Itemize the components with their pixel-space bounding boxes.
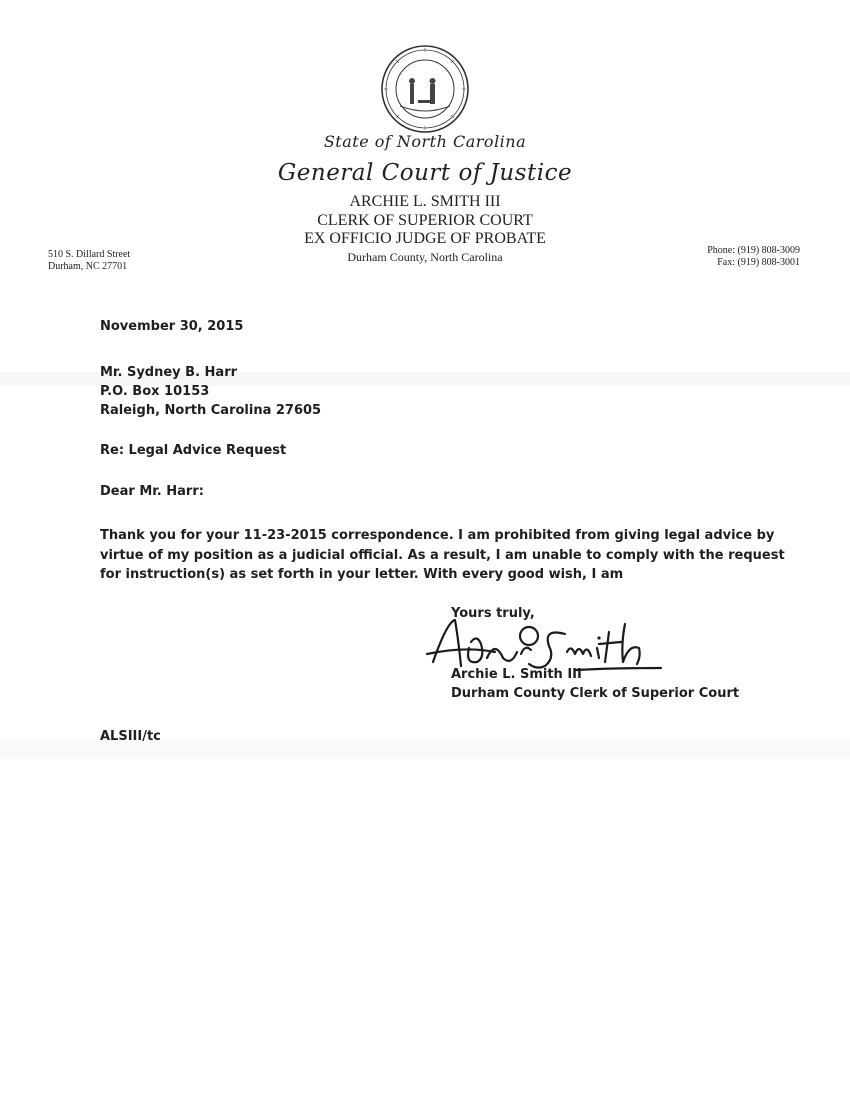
letter-body bbox=[100, 526, 785, 585]
address-street: 510 S. Dillard Street bbox=[48, 249, 131, 260]
phone-number: Phone: (919) 808-3009 bbox=[707, 245, 800, 256]
office-address bbox=[48, 249, 130, 273]
court-name: General Court of Justice bbox=[277, 160, 573, 186]
recipient-po-box: P.O. Box 10153 bbox=[100, 384, 210, 399]
signer-name: Archie L. Smith III bbox=[451, 667, 582, 682]
address-city: Durham, NC 27701 bbox=[48, 261, 128, 272]
handwritten-signature bbox=[425, 614, 675, 684]
clerk-title: CLERK OF SUPERIOR COURT bbox=[317, 212, 533, 229]
county-name: Durham County, North Carolina bbox=[347, 250, 503, 264]
state-name: State of North Carolina bbox=[323, 132, 527, 151]
recipient-name: Mr. Sydney B. Harr bbox=[100, 365, 238, 380]
salutation: Dear Mr. Harr: bbox=[100, 484, 204, 499]
subject-line: Re: Legal Advice Request bbox=[100, 443, 287, 458]
recipient-address bbox=[100, 363, 321, 420]
body-line: Thank you for your 11-23-2015 correspondence. I am prohibited from giving legal advice by bbox=[100, 528, 775, 543]
typist-initials: ALSIII/tc bbox=[100, 729, 161, 744]
body-line: for instruction(s) as set forth in your letter. With every good wish, I am bbox=[100, 567, 624, 582]
office-contact bbox=[707, 245, 800, 269]
body-line: virtue of my position as a judicial official. As a result, I am unable to comply with the request bbox=[100, 547, 785, 563]
letter-date: November 30, 2015 bbox=[100, 319, 244, 334]
signer-title: Durham County Clerk of Superior Court bbox=[451, 686, 740, 701]
state-seal-icon bbox=[380, 44, 470, 134]
clerk-name: ARCHIE L. SMITH III bbox=[349, 193, 501, 210]
fax-number: Fax: (919) 808-3001 bbox=[717, 257, 800, 268]
recipient-city: Raleigh, North Carolina 27605 bbox=[100, 403, 322, 418]
closing: Yours truly, bbox=[451, 606, 535, 621]
judge-title: EX OFFICIO JUDGE OF PROBATE bbox=[304, 230, 546, 247]
